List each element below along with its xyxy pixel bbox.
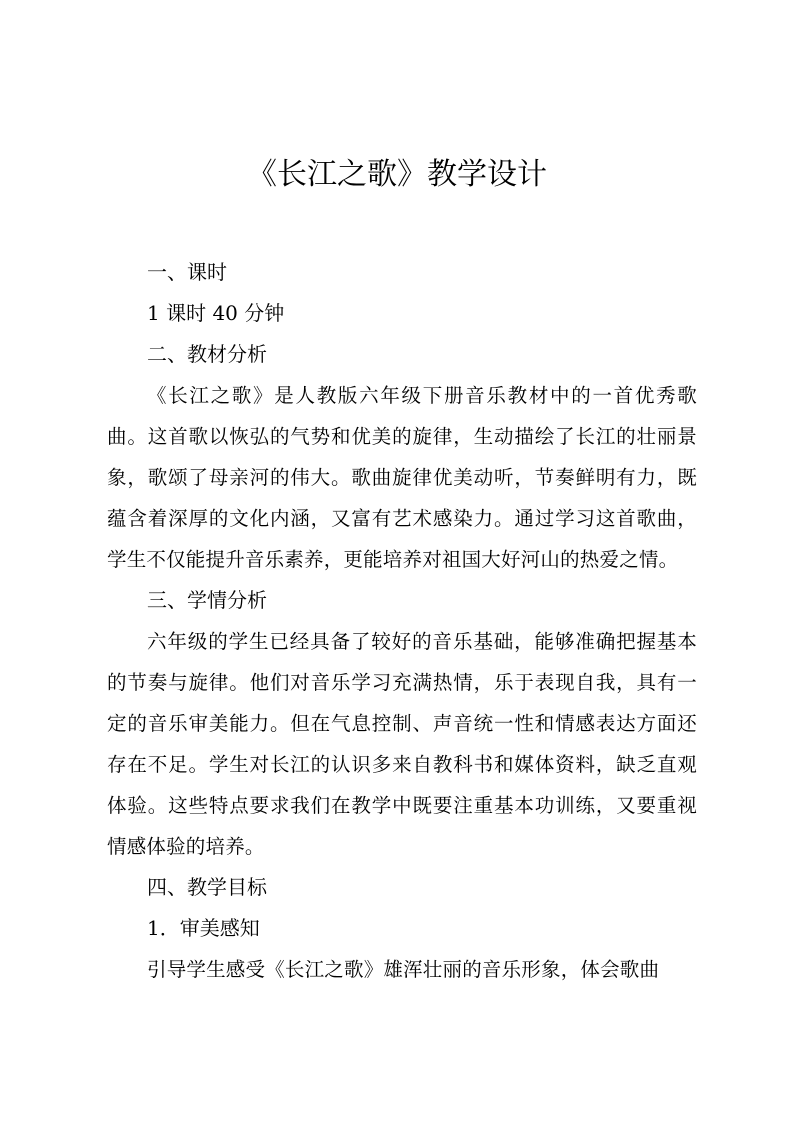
student-analysis-paragraph: 六年级的学生已经具备了较好的音乐基础，能够准确把握基本的节奏与旋律。他们对音乐学习充满热情，乐于表现自我，具有一定的音乐审美能力。但在气息控制、声音统一性和情感表达方面还存在不足。学生对长江的认识多来自教科书和媒体资料，缺乏直观体验。这些特点要求我们在教学中既要注重基本功训练，又要重视情感体验的培养。 <box>107 630 697 858</box>
material-analysis-paragraph: 《长江之歌》是人教版六年级下册音乐教材中的一首优秀歌曲。这首歌以恢弘的气势和优美的旋律，生动描绘了长江的壮丽景象，歌颂了母亲河的伟大。歌曲旋律优美动听，节奏鲜明有力，既蕴含着深厚的文化内涵，又富有艺术感染力。通过学习这首歌曲，学生不仅能提升音乐素养，更能培养对祖国大好河山的热爱之情。 <box>107 384 697 571</box>
document-body <box>107 252 697 990</box>
aesthetic-perception-paragraph: 引导学生感受《长江之歌》雄浑壮丽的音乐形象，体会歌曲 <box>147 958 660 981</box>
section-heading-material-analysis: 二、教材分析 <box>147 342 267 366</box>
document-title: 《长江之歌》教学设计 <box>247 157 547 192</box>
section-heading-class-hours: 一、课时 <box>147 260 227 284</box>
subheading-aesthetic-perception: 1．审美感知 <box>147 916 260 940</box>
class-hours-text: 1 课时 40 分钟 <box>147 301 285 325</box>
section-heading-student-analysis: 三、学情分析 <box>147 588 267 612</box>
section-heading-teaching-goals: 四、教学目标 <box>147 875 267 899</box>
